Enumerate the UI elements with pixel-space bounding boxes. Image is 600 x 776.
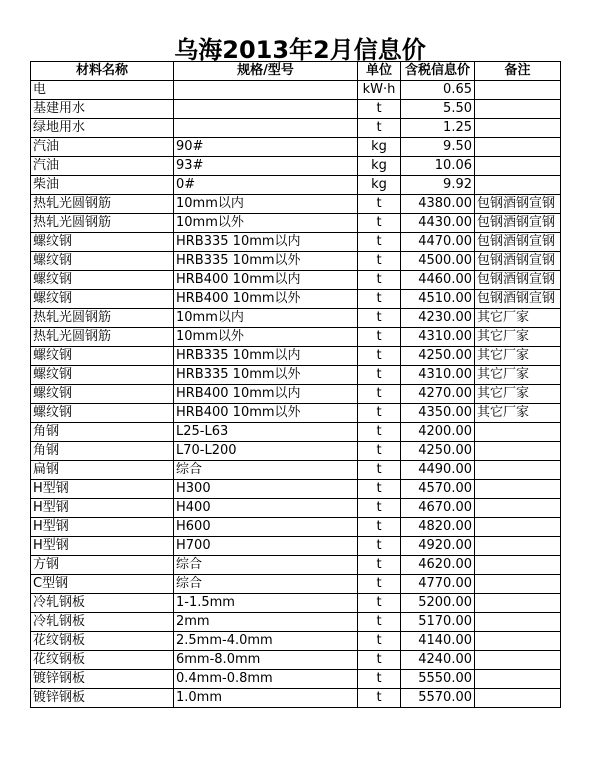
table-row	[31, 499, 561, 518]
cell-note	[475, 423, 561, 442]
cell-unit: t	[358, 328, 401, 347]
cell-unit: t	[358, 442, 401, 461]
cell-note: 其它厂家	[475, 404, 561, 423]
cell-price: 4620.00	[401, 556, 475, 575]
header-price: 含税信息价	[401, 62, 475, 81]
cell-spec: 2.5mm-4.0mm	[174, 632, 358, 651]
cell-spec: HRB335 10mm以内	[174, 347, 358, 366]
cell-unit: t	[358, 366, 401, 385]
table-row	[31, 575, 561, 594]
cell-spec: H400	[174, 499, 358, 518]
cell-note: 包钢酒钢宣钢	[475, 214, 561, 233]
cell-spec: HRB335 10mm以外	[174, 366, 358, 385]
cell-note	[475, 176, 561, 195]
cell-note: 其它厂家	[475, 309, 561, 328]
cell-note: 其它厂家	[475, 366, 561, 385]
cell-unit: t	[358, 537, 401, 556]
table-row	[31, 328, 561, 347]
cell-material-name: 角钢	[31, 423, 174, 442]
cell-spec	[174, 100, 358, 119]
cell-unit: t	[358, 556, 401, 575]
cell-material-name: 冷轧钢板	[31, 594, 174, 613]
table-row	[31, 309, 561, 328]
cell-spec: 93#	[174, 157, 358, 176]
table-row	[31, 233, 561, 252]
cell-spec: 综合	[174, 461, 358, 480]
cell-note	[475, 480, 561, 499]
cell-unit: t	[358, 290, 401, 309]
cell-note	[475, 632, 561, 651]
cell-note	[475, 575, 561, 594]
cell-price: 4310.00	[401, 328, 475, 347]
cell-price: 4920.00	[401, 537, 475, 556]
header-note: 备注	[475, 62, 561, 81]
cell-price: 9.50	[401, 138, 475, 157]
cell-note: 包钢酒钢宣钢	[475, 195, 561, 214]
cell-price: 4570.00	[401, 480, 475, 499]
cell-material-name: 扁钢	[31, 461, 174, 480]
cell-price: 4200.00	[401, 423, 475, 442]
cell-note	[475, 518, 561, 537]
cell-unit: t	[358, 575, 401, 594]
cell-spec: 1.0mm	[174, 689, 358, 708]
cell-spec: 10mm以内	[174, 195, 358, 214]
cell-note	[475, 651, 561, 670]
cell-unit: t	[358, 613, 401, 632]
cell-price: 4240.00	[401, 651, 475, 670]
table-row	[31, 480, 561, 499]
cell-price: 4460.00	[401, 271, 475, 290]
cell-note	[475, 499, 561, 518]
cell-material-name: 方钢	[31, 556, 174, 575]
table-row	[31, 594, 561, 613]
cell-material-name: 螺纹钢	[31, 233, 174, 252]
cell-spec: L70-L200	[174, 442, 358, 461]
cell-unit: t	[358, 461, 401, 480]
cell-unit: kg	[358, 138, 401, 157]
cell-unit: t	[358, 670, 401, 689]
cell-spec: 90#	[174, 138, 358, 157]
cell-material-name: 螺纹钢	[31, 271, 174, 290]
cell-price: 10.06	[401, 157, 475, 176]
cell-spec: 综合	[174, 556, 358, 575]
cell-material-name: H型钢	[31, 499, 174, 518]
cell-unit: t	[358, 309, 401, 328]
cell-material-name: 螺纹钢	[31, 404, 174, 423]
cell-unit: kg	[358, 176, 401, 195]
cell-price: 4490.00	[401, 461, 475, 480]
cell-spec: HRB335 10mm以内	[174, 233, 358, 252]
cell-unit: t	[358, 214, 401, 233]
cell-note: 其它厂家	[475, 385, 561, 404]
cell-spec	[174, 81, 358, 100]
cell-note: 包钢酒钢宣钢	[475, 233, 561, 252]
cell-note	[475, 537, 561, 556]
table-row	[31, 157, 561, 176]
cell-unit: t	[358, 594, 401, 613]
table-row	[31, 271, 561, 290]
cell-material-name: 螺纹钢	[31, 252, 174, 271]
cell-note	[475, 100, 561, 119]
cell-unit: t	[358, 689, 401, 708]
cell-note	[475, 461, 561, 480]
cell-price: 4670.00	[401, 499, 475, 518]
cell-material-name: 螺纹钢	[31, 385, 174, 404]
cell-spec: 6mm-8.0mm	[174, 651, 358, 670]
page-title: 乌海2013年2月信息价	[174, 36, 426, 64]
cell-unit: t	[358, 480, 401, 499]
cell-price: 1.25	[401, 119, 475, 138]
table-row	[31, 423, 561, 442]
table-row	[31, 366, 561, 385]
cell-material-name: H型钢	[31, 518, 174, 537]
cell-spec: H600	[174, 518, 358, 537]
table-row	[31, 176, 561, 195]
cell-spec: 10mm以内	[174, 309, 358, 328]
cell-spec: L25-L63	[174, 423, 358, 442]
cell-price: 5200.00	[401, 594, 475, 613]
cell-price: 4770.00	[401, 575, 475, 594]
table-body	[31, 81, 561, 708]
cell-spec: HRB400 10mm以外	[174, 290, 358, 309]
cell-spec: H700	[174, 537, 358, 556]
cell-material-name: 螺纹钢	[31, 290, 174, 309]
cell-material-name: 基建用水	[31, 100, 174, 119]
cell-material-name: 镀锌钢板	[31, 689, 174, 708]
cell-unit: t	[358, 100, 401, 119]
table-row	[31, 670, 561, 689]
cell-price: 4430.00	[401, 214, 475, 233]
cell-price: 5550.00	[401, 670, 475, 689]
cell-material-name: 螺纹钢	[31, 366, 174, 385]
cell-material-name: 螺纹钢	[31, 347, 174, 366]
cell-spec: 0.4mm-0.8mm	[174, 670, 358, 689]
cell-unit: t	[358, 119, 401, 138]
cell-material-name: H型钢	[31, 537, 174, 556]
cell-price: 4380.00	[401, 195, 475, 214]
table-row	[31, 537, 561, 556]
cell-price: 4500.00	[401, 252, 475, 271]
table-row	[31, 613, 561, 632]
table-row	[31, 252, 561, 271]
table-row	[31, 214, 561, 233]
table-row	[31, 404, 561, 423]
table-row	[31, 518, 561, 537]
cell-price: 4140.00	[401, 632, 475, 651]
cell-price: 4250.00	[401, 442, 475, 461]
cell-material-name: 角钢	[31, 442, 174, 461]
cell-price: 5.50	[401, 100, 475, 119]
cell-note: 其它厂家	[475, 328, 561, 347]
cell-material-name: 热轧光圆钢筋	[31, 195, 174, 214]
table-row	[31, 461, 561, 480]
cell-price: 4230.00	[401, 309, 475, 328]
cell-note: 包钢酒钢宣钢	[475, 252, 561, 271]
cell-spec: HRB400 10mm以外	[174, 404, 358, 423]
cell-note: 包钢酒钢宣钢	[475, 271, 561, 290]
cell-spec: HRB335 10mm以外	[174, 252, 358, 271]
cell-note: 包钢酒钢宣钢	[475, 290, 561, 309]
cell-unit: t	[358, 632, 401, 651]
cell-price: 4470.00	[401, 233, 475, 252]
cell-spec	[174, 119, 358, 138]
cell-note	[475, 119, 561, 138]
cell-price: 4510.00	[401, 290, 475, 309]
header-unit: 单位	[358, 62, 401, 81]
cell-note	[475, 670, 561, 689]
cell-price: 5570.00	[401, 689, 475, 708]
table-row	[31, 689, 561, 708]
cell-unit: t	[358, 404, 401, 423]
table-header-row	[31, 62, 561, 81]
cell-spec: 2mm	[174, 613, 358, 632]
cell-unit: t	[358, 195, 401, 214]
cell-material-name: 电	[31, 81, 174, 100]
price-table	[30, 61, 561, 708]
cell-spec: 综合	[174, 575, 358, 594]
cell-price: 0.65	[401, 81, 475, 100]
cell-material-name: 汽油	[31, 138, 174, 157]
cell-spec: HRB400 10mm以内	[174, 385, 358, 404]
cell-price: 4310.00	[401, 366, 475, 385]
table-row	[31, 290, 561, 309]
cell-note	[475, 81, 561, 100]
cell-material-name: 花纹钢板	[31, 632, 174, 651]
cell-material-name: C型钢	[31, 575, 174, 594]
cell-unit: t	[358, 499, 401, 518]
cell-price: 9.92	[401, 176, 475, 195]
cell-unit: t	[358, 385, 401, 404]
cell-price: 4270.00	[401, 385, 475, 404]
cell-unit: t	[358, 651, 401, 670]
cell-unit: t	[358, 252, 401, 271]
table-row	[31, 119, 561, 138]
table-row	[31, 385, 561, 404]
cell-price: 4350.00	[401, 404, 475, 423]
cell-unit: t	[358, 233, 401, 252]
cell-unit: kW·h	[358, 81, 401, 100]
cell-material-name: 柴油	[31, 176, 174, 195]
cell-price: 4820.00	[401, 518, 475, 537]
cell-note	[475, 138, 561, 157]
table-row	[31, 442, 561, 461]
cell-note: 其它厂家	[475, 347, 561, 366]
cell-spec: HRB400 10mm以内	[174, 271, 358, 290]
cell-spec: 0#	[174, 176, 358, 195]
cell-material-name: 镀锌钢板	[31, 670, 174, 689]
cell-unit: kg	[358, 157, 401, 176]
cell-material-name: H型钢	[31, 480, 174, 499]
cell-spec: H300	[174, 480, 358, 499]
cell-note	[475, 689, 561, 708]
table-row	[31, 632, 561, 651]
cell-note	[475, 556, 561, 575]
header-material-name: 材料名称	[31, 62, 174, 81]
cell-spec: 10mm以外	[174, 214, 358, 233]
cell-material-name: 花纹钢板	[31, 651, 174, 670]
cell-material-name: 冷轧钢板	[31, 613, 174, 632]
cell-material-name: 热轧光圆钢筋	[31, 214, 174, 233]
cell-note	[475, 442, 561, 461]
table-row	[31, 195, 561, 214]
cell-material-name: 绿地用水	[31, 119, 174, 138]
table-row	[31, 651, 561, 670]
table-row	[31, 138, 561, 157]
cell-note	[475, 594, 561, 613]
cell-material-name: 汽油	[31, 157, 174, 176]
cell-note	[475, 613, 561, 632]
cell-unit: t	[358, 271, 401, 290]
cell-spec: 10mm以外	[174, 328, 358, 347]
cell-note	[475, 157, 561, 176]
cell-unit: t	[358, 423, 401, 442]
cell-unit: t	[358, 518, 401, 537]
cell-material-name: 热轧光圆钢筋	[31, 309, 174, 328]
cell-price: 4250.00	[401, 347, 475, 366]
table-row	[31, 81, 561, 100]
table-row	[31, 556, 561, 575]
table-row	[31, 100, 561, 119]
cell-price: 5170.00	[401, 613, 475, 632]
cell-spec: 1-1.5mm	[174, 594, 358, 613]
cell-unit: t	[358, 347, 401, 366]
header-spec: 规格/型号	[174, 62, 358, 81]
table-row	[31, 347, 561, 366]
cell-material-name: 热轧光圆钢筋	[31, 328, 174, 347]
